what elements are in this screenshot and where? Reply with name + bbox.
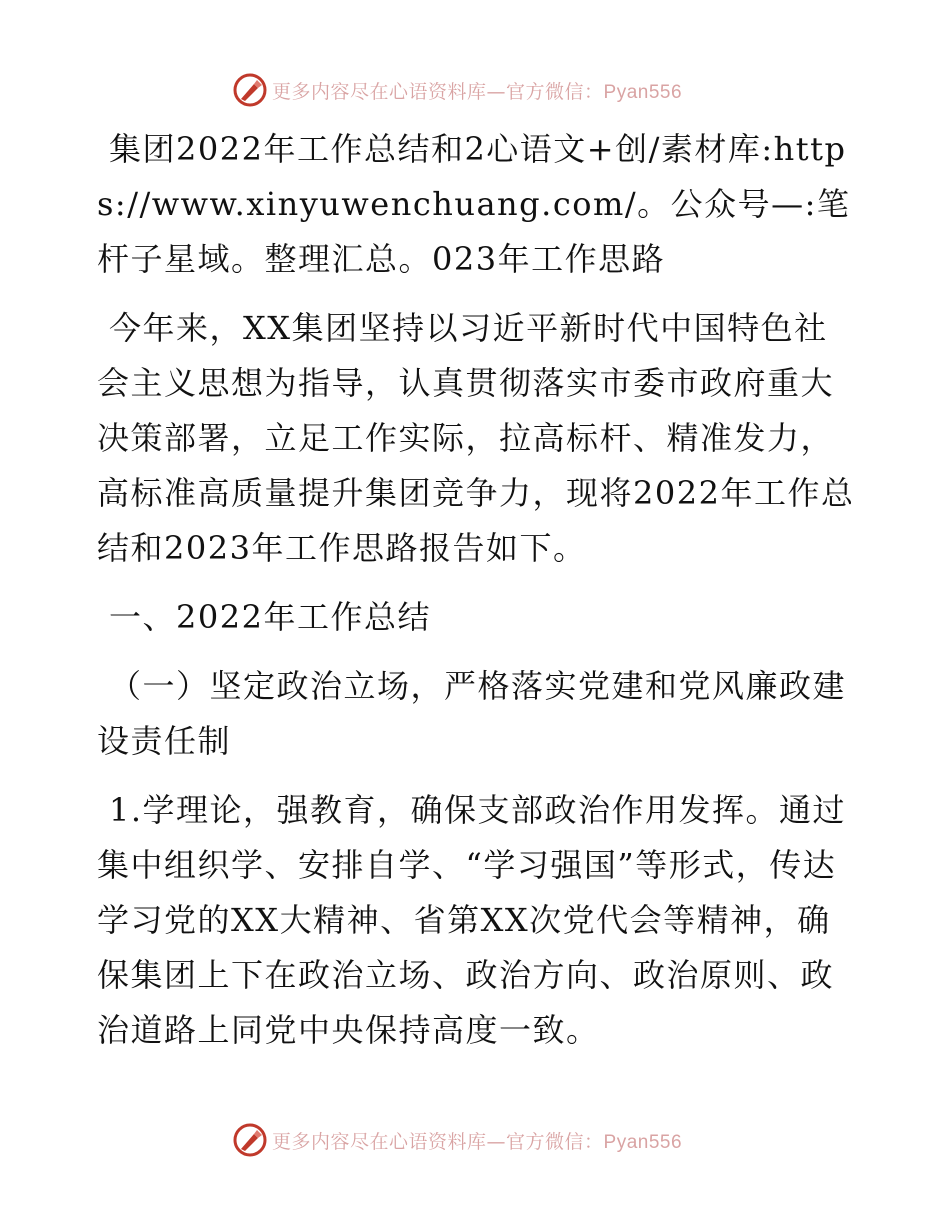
item-paragraph: 1.学理论，强教育，确保支部政治作用发挥。通过集中组织学、安排自学、“学习强国”等形式，传达学习党的XX大精神、省第XX次党代会等精神，确保集团上下在政治立场、政治方向、政治原则、政治道路上同党中央保持高度一致。	[97, 791, 847, 1049]
header-watermark	[232, 72, 682, 108]
footer-watermark	[232, 1122, 682, 1158]
intro-paragraph: 今年来，XX集团坚持以习近平新时代中国特色社会主义思想为指导，认真贯彻落实市委市政府重大决策部署，立足工作实际，拉高标杆、精准发力，高标准高质量提升集团竞争力，现将2022年工作总结和2023年工作思路报告如下。	[97, 309, 855, 567]
pen-nib-icon	[232, 1122, 268, 1158]
document-title: 集团2022年工作总结和2心语文+创/素材库:https://www.xinyuwenchuang.com/。公众号—:笔杆子星域。整理汇总。023年工作思路	[97, 130, 851, 278]
watermark-text: 更多内容尽在心语资料库—官方微信：Pyan556	[272, 80, 683, 103]
subsection-heading: （一）坚定政治立场，严格落实党建和党风廉政建设责任制	[97, 667, 847, 760]
watermark-text: 更多内容尽在心语资料库—官方微信：Pyan556	[272, 1130, 683, 1153]
document-body	[97, 122, 857, 1072]
section-heading: 一、2022年工作总结	[109, 598, 431, 636]
pen-nib-icon	[232, 72, 268, 108]
